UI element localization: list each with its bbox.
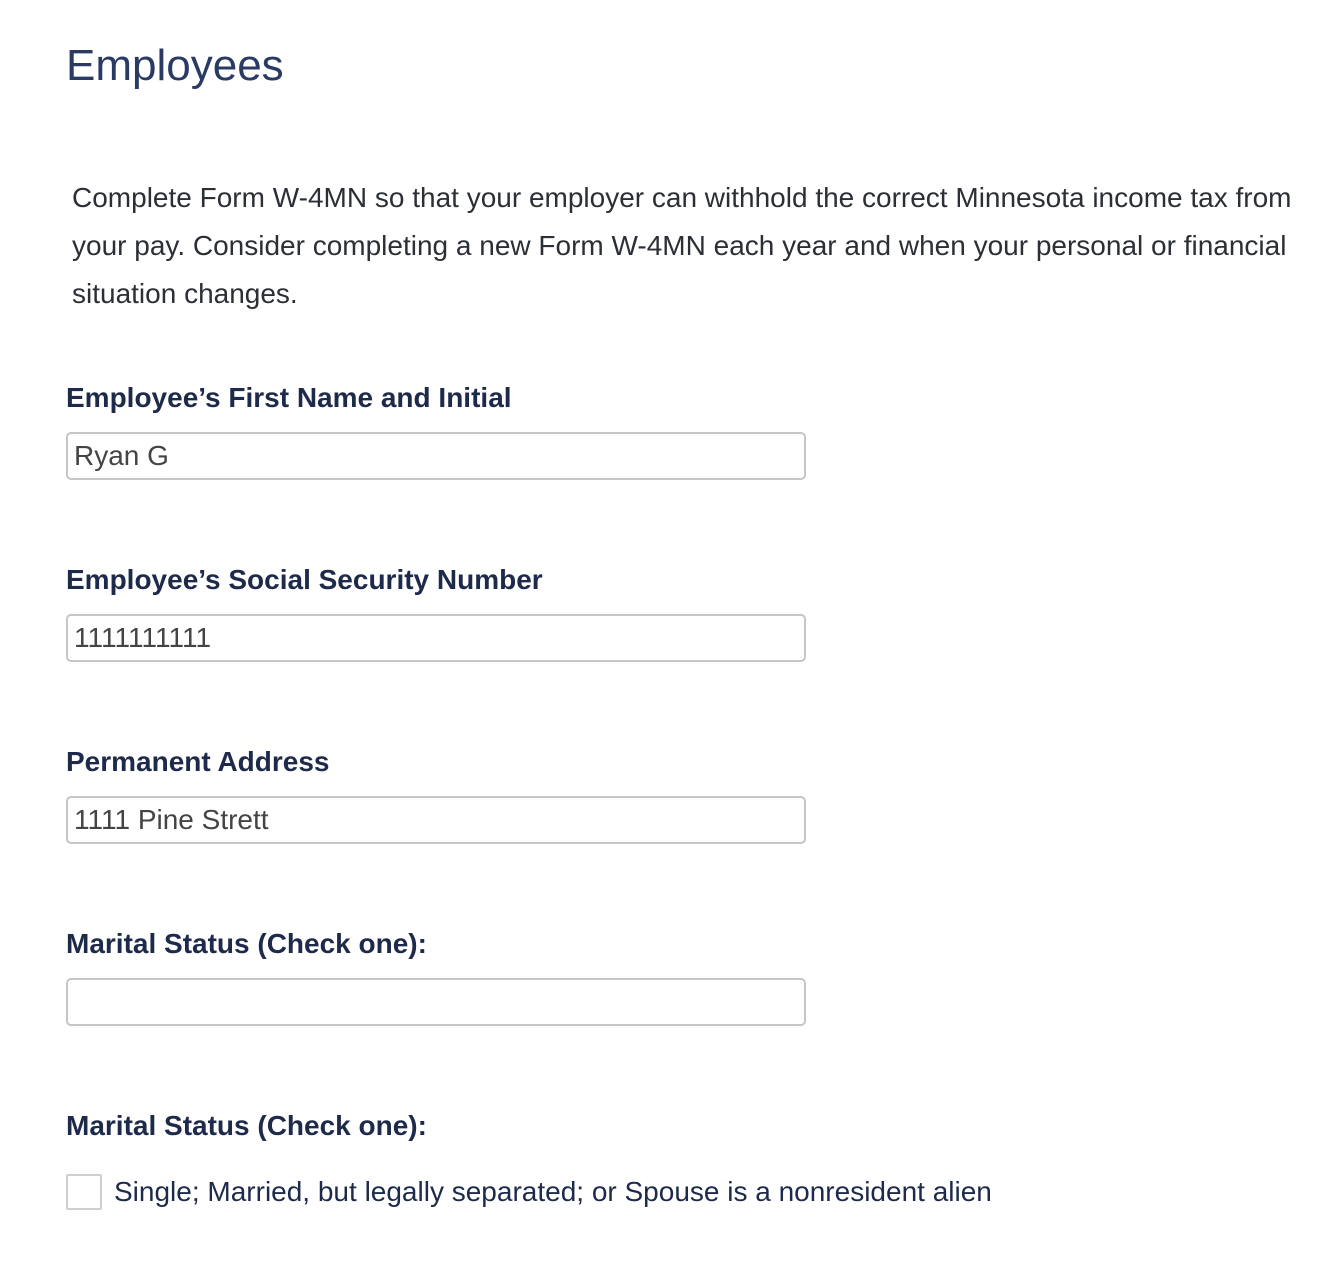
first-name-input[interactable] [66, 432, 806, 480]
marital-status-single-option[interactable] [66, 1172, 992, 1212]
ssn-input[interactable] [66, 614, 806, 662]
intro-paragraph: Complete Form W-4MN so that your employer can withhold the correct Minnesota income tax from your pay. Consider completing a new Form W-4MN each year and when your personal or financial situation changes. [72, 182, 1292, 309]
marital-status-input[interactable] [66, 978, 806, 1026]
page-title: Employees [66, 41, 284, 90]
marital-status-single-checkbox[interactable] [66, 1174, 102, 1210]
marital-status-check-label: Marital Status (Check one): [66, 1110, 427, 1141]
address-input[interactable] [66, 796, 806, 844]
marital-status-text-label: Marital Status (Check one): [66, 928, 427, 959]
first-name-label: Employee’s First Name and Initial [66, 382, 512, 413]
address-label: Permanent Address [66, 746, 330, 777]
marital-status-single-label: Single; Married, but legally separated; or Spouse is a nonresident alien [114, 1176, 992, 1207]
ssn-label: Employee’s Social Security Number [66, 564, 543, 595]
